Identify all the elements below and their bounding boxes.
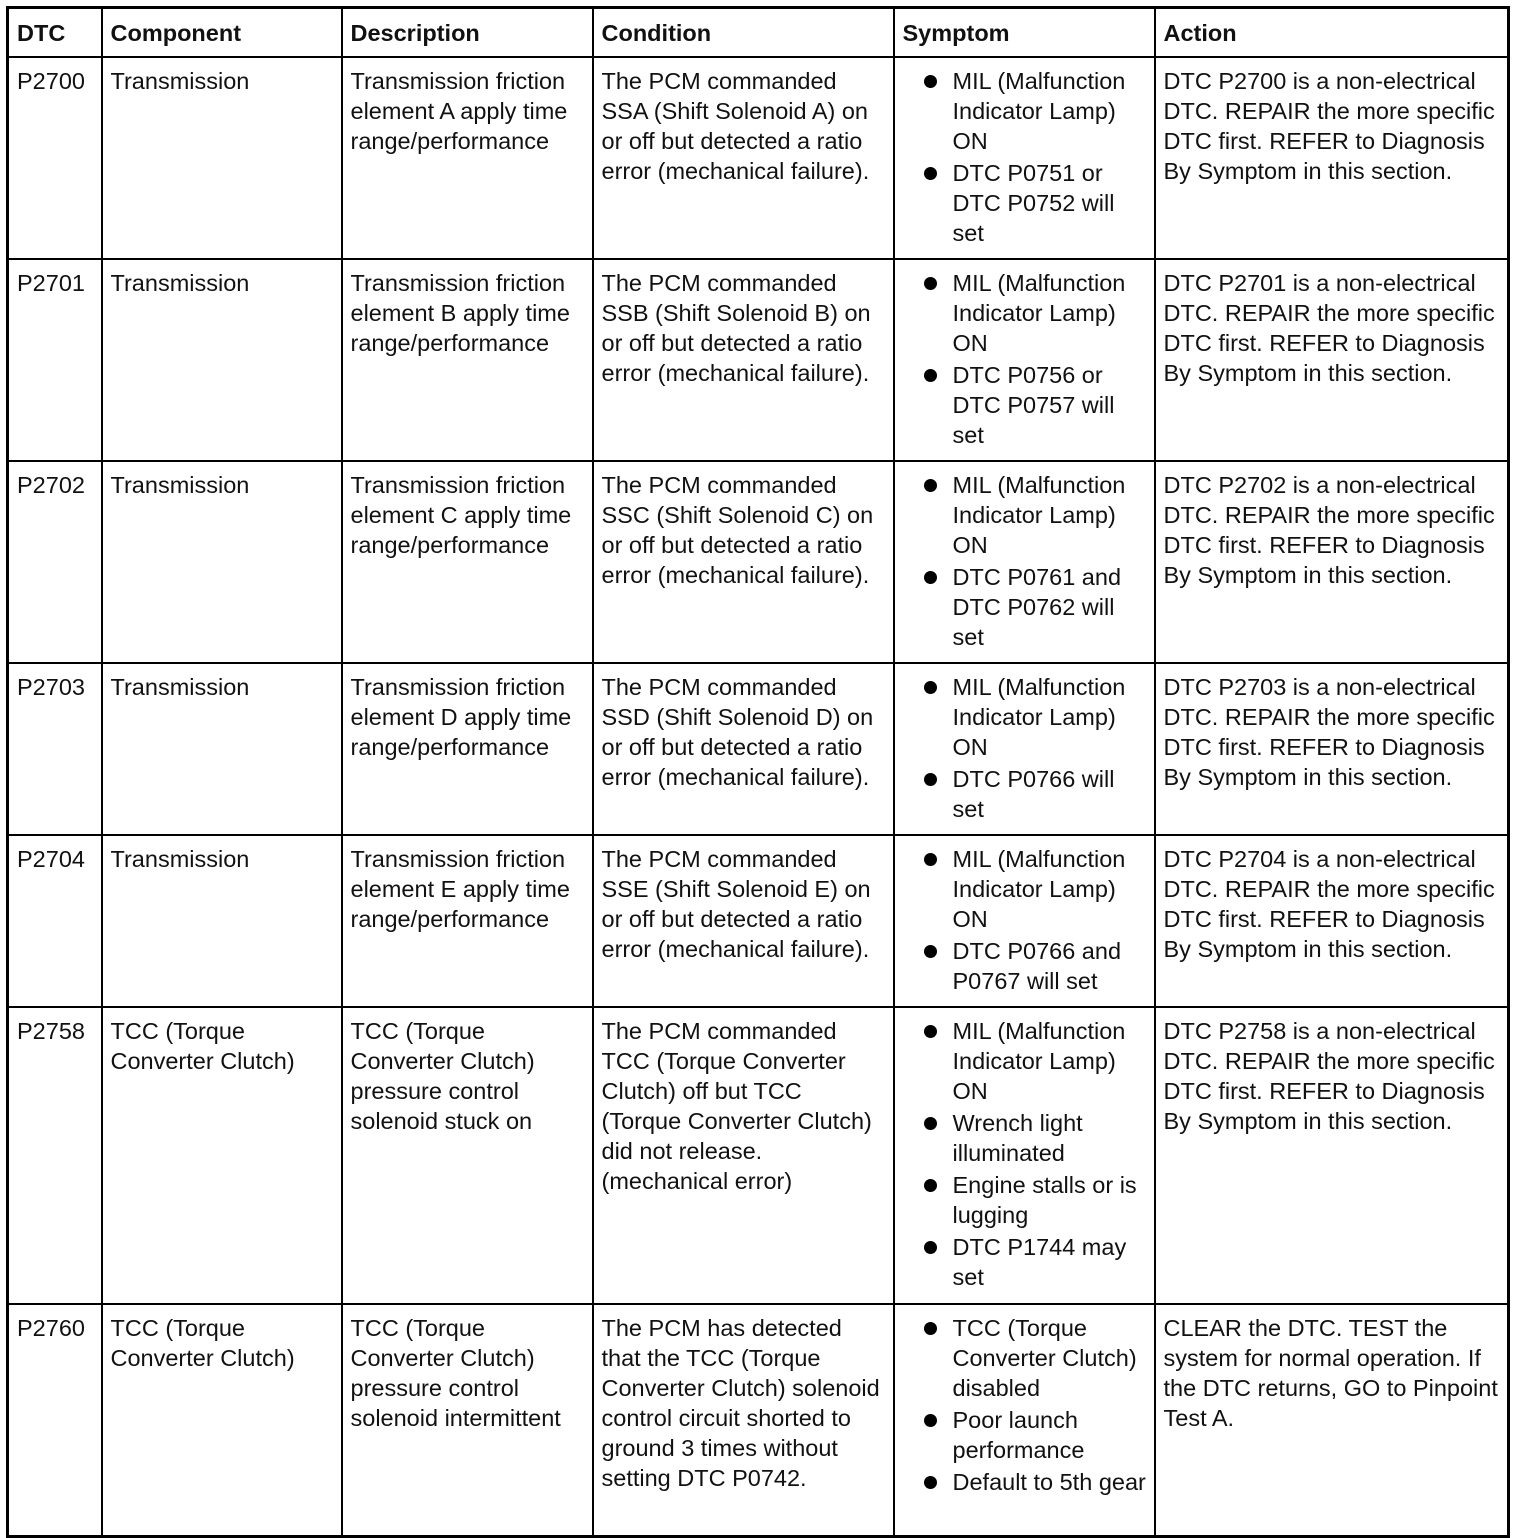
bullet-icon <box>924 1241 937 1254</box>
symptom-item <box>903 158 1148 248</box>
cell-description: Transmission friction element E apply time range/performance <box>342 835 593 1007</box>
cell-component: TCC (Torque Converter Clutch) <box>102 1007 342 1304</box>
symptom-item <box>903 562 1148 652</box>
symptom-item <box>903 936 1148 996</box>
table-row <box>8 1304 1509 1536</box>
header-symptom: Symptom <box>894 8 1155 58</box>
cell-symptom <box>894 1304 1155 1536</box>
cell-description: Transmission friction element D apply time range/performance <box>342 663 593 835</box>
cell-condition: The PCM commanded SSD (Shift Solenoid D) on or off but detected a ratio error (mechanical failure). <box>593 663 894 835</box>
bullet-icon <box>924 853 937 866</box>
symptom-list <box>903 66 1148 248</box>
cell-component: Transmission <box>102 663 342 835</box>
table-row <box>8 1007 1509 1304</box>
symptom-text: Wrench light illuminated <box>952 1110 1083 1166</box>
table-row <box>8 461 1509 663</box>
cell-component: Transmission <box>102 835 342 1007</box>
symptom-item <box>903 1232 1148 1292</box>
table-row <box>8 259 1509 461</box>
symptom-text: Default to 5th gear <box>952 1469 1146 1495</box>
symptom-text: MIL (Malfunction Indicator Lamp) ON <box>952 1018 1126 1104</box>
symptom-text: MIL (Malfunction Indicator Lamp) ON <box>952 68 1126 154</box>
bullet-icon <box>924 1414 937 1427</box>
symptom-text: Engine stalls or is lugging <box>952 1172 1137 1228</box>
symptom-text: Poor launch performance <box>952 1407 1085 1463</box>
symptom-item <box>903 764 1148 824</box>
symptom-item <box>903 844 1148 934</box>
cell-action: DTC P2701 is a non-electrical DTC. REPAIR the more specific DTC first. REFER to Diagnosis By Symptom in this section. <box>1155 259 1509 461</box>
cell-action: DTC P2758 is a non-electrical DTC. REPAIR the more specific DTC first. REFER to Diagnosis By Symptom in this section. <box>1155 1007 1509 1304</box>
bullet-icon <box>924 1117 937 1130</box>
cell-action: DTC P2703 is a non-electrical DTC. REPAIR the more specific DTC first. REFER to Diagnosis By Symptom in this section. <box>1155 663 1509 835</box>
table-row <box>8 835 1509 1007</box>
symptom-text: MIL (Malfunction Indicator Lamp) ON <box>952 846 1126 932</box>
bullet-icon <box>924 571 937 584</box>
table-row <box>8 57 1509 259</box>
dtc-table <box>6 6 1510 1538</box>
table-body <box>8 57 1509 1536</box>
symptom-text: MIL (Malfunction Indicator Lamp) ON <box>952 472 1126 558</box>
symptom-item <box>903 268 1148 358</box>
cell-dtc: P2758 <box>8 1007 102 1304</box>
cell-dtc: P2704 <box>8 835 102 1007</box>
symptom-list <box>903 1016 1148 1292</box>
cell-symptom <box>894 1007 1155 1304</box>
bullet-icon <box>924 1025 937 1038</box>
cell-action: DTC P2704 is a non-electrical DTC. REPAIR the more specific DTC first. REFER to Diagnosis By Symptom in this section. <box>1155 835 1509 1007</box>
symptom-text: MIL (Malfunction Indicator Lamp) ON <box>952 674 1126 760</box>
table-header-row <box>8 8 1509 58</box>
symptom-item <box>903 1108 1148 1168</box>
symptom-item <box>903 1170 1148 1230</box>
cell-action: DTC P2700 is a non-electrical DTC. REPAIR the more specific DTC first. REFER to Diagnosis By Symptom in this section. <box>1155 57 1509 259</box>
symptom-text: DTC P0751 or DTC P0752 will set <box>952 160 1115 246</box>
cell-component: Transmission <box>102 461 342 663</box>
cell-condition: The PCM commanded TCC (Torque Converter Clutch) off but TCC (Torque Converter Clutch) did not release. (mechanical error) <box>593 1007 894 1304</box>
symptom-item <box>903 66 1148 156</box>
symptom-list <box>903 844 1148 996</box>
cell-dtc: P2701 <box>8 259 102 461</box>
header-description: Description <box>342 8 593 58</box>
header-action: Action <box>1155 8 1509 58</box>
cell-condition: The PCM has detected that the TCC (Torque Converter Clutch) solenoid control circuit shorted to ground 3 times without setting DTC P0742. <box>593 1304 894 1536</box>
bullet-icon <box>924 369 937 382</box>
bullet-icon <box>924 1476 937 1489</box>
symptom-item <box>903 1313 1148 1403</box>
bullet-icon <box>924 277 937 290</box>
cell-action: DTC P2702 is a non-electrical DTC. REPAIR the more specific DTC first. REFER to Diagnosis By Symptom in this section. <box>1155 461 1509 663</box>
symptom-item <box>903 470 1148 560</box>
symptom-text: DTC P0756 or DTC P0757 will set <box>952 362 1115 448</box>
cell-description: TCC (Torque Converter Clutch) pressure control solenoid stuck on <box>342 1007 593 1304</box>
symptom-text: DTC P1744 may set <box>952 1234 1127 1290</box>
cell-condition: The PCM commanded SSB (Shift Solenoid B) on or off but detected a ratio error (mechanical failure). <box>593 259 894 461</box>
cell-dtc: P2703 <box>8 663 102 835</box>
cell-condition: The PCM commanded SSC (Shift Solenoid C) on or off but detected a ratio error (mechanical failure). <box>593 461 894 663</box>
table-row <box>8 663 1509 835</box>
cell-symptom <box>894 663 1155 835</box>
cell-symptom <box>894 259 1155 461</box>
bullet-icon <box>924 1179 937 1192</box>
cell-description: Transmission friction element B apply time range/performance <box>342 259 593 461</box>
cell-component: TCC (Torque Converter Clutch) <box>102 1304 342 1536</box>
symptom-item <box>903 672 1148 762</box>
symptom-text: DTC P0766 will set <box>952 766 1115 822</box>
bullet-icon <box>924 681 937 694</box>
cell-dtc: P2700 <box>8 57 102 259</box>
cell-dtc: P2760 <box>8 1304 102 1536</box>
bullet-icon <box>924 773 937 786</box>
symptom-list <box>903 268 1148 450</box>
symptom-list <box>903 1313 1148 1497</box>
symptom-text: TCC (Torque Converter Clutch) disabled <box>952 1315 1137 1401</box>
symptom-item <box>903 1467 1148 1497</box>
bullet-icon <box>924 479 937 492</box>
cell-condition: The PCM commanded SSA (Shift Solenoid A) on or off but detected a ratio error (mechanical failure). <box>593 57 894 259</box>
symptom-text: MIL (Malfunction Indicator Lamp) ON <box>952 270 1126 356</box>
cell-symptom <box>894 461 1155 663</box>
bullet-icon <box>924 1322 937 1335</box>
cell-component: Transmission <box>102 57 342 259</box>
header-component: Component <box>102 8 342 58</box>
cell-description: Transmission friction element C apply time range/performance <box>342 461 593 663</box>
bullet-icon <box>924 75 937 88</box>
cell-condition: The PCM commanded SSE (Shift Solenoid E) on or off but detected a ratio error (mechanical failure). <box>593 835 894 1007</box>
cell-action: CLEAR the DTC. TEST the system for normal operation. If the DTC returns, GO to Pinpoint Test A. <box>1155 1304 1509 1536</box>
cell-component: Transmission <box>102 259 342 461</box>
header-condition: Condition <box>593 8 894 58</box>
cell-symptom <box>894 835 1155 1007</box>
symptom-item <box>903 360 1148 450</box>
cell-description: Transmission friction element A apply time range/performance <box>342 57 593 259</box>
symptom-text: DTC P0761 and DTC P0762 will set <box>952 564 1122 650</box>
symptom-list <box>903 672 1148 824</box>
symptom-list <box>903 470 1148 652</box>
symptom-text: DTC P0766 and P0767 will set <box>952 938 1122 994</box>
symptom-item <box>903 1016 1148 1106</box>
bullet-icon <box>924 945 937 958</box>
symptom-item <box>903 1405 1148 1465</box>
bullet-icon <box>924 167 937 180</box>
cell-description: TCC (Torque Converter Clutch) pressure control solenoid intermittent <box>342 1304 593 1536</box>
header-dtc: DTC <box>8 8 102 58</box>
cell-dtc: P2702 <box>8 461 102 663</box>
cell-symptom <box>894 57 1155 259</box>
